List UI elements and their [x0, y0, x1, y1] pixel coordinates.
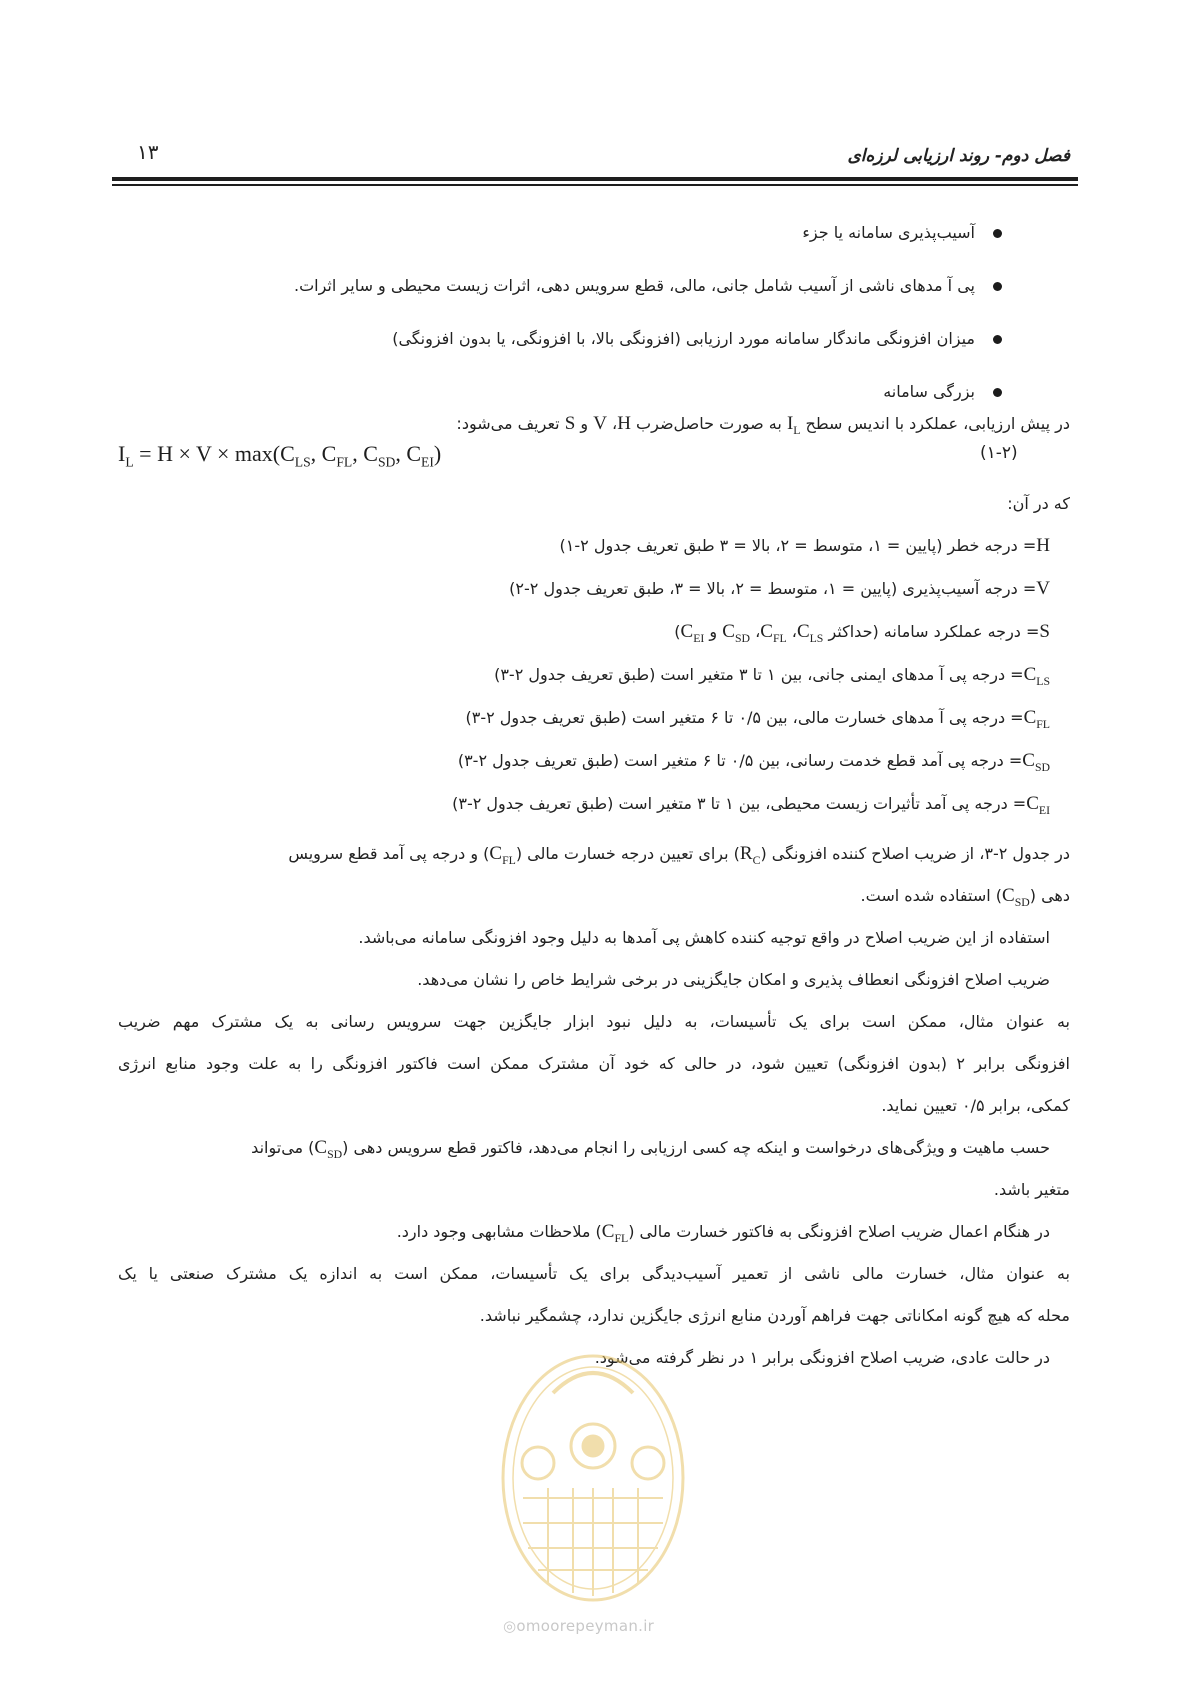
- bullet-dot: [993, 282, 1002, 291]
- def-cls: $C_{LS}=$ درجه پی آ مدهای ایمنی جانی، بین ۱ تا ۳ متغیر است (طبق تعریف جدول ۲-۳): [494, 664, 1050, 688]
- paragraph-line: در هنگام اعمال ضریب اصلاح افزونگی به فاکتور خسارت مالی $(C_{FL})$ ملاحظات مشابهی وجود دارد.: [396, 1221, 1050, 1245]
- bullet-item: بزرگی سامانه: [883, 382, 975, 401]
- symbol-s: S: [564, 413, 576, 434]
- header-rule-thin: [112, 184, 1078, 186]
- intro-text-a: در پیش ارزیابی، عملکرد با اندیس سطح: [805, 414, 1070, 433]
- def-h: H= درجه خطر (پایین = ۱، متوسط = ۲، بالا = ۳ طبق تعریف جدول ۲-۱): [559, 535, 1050, 556]
- equation-number: (۱-۲): [980, 443, 1018, 463]
- intro-line: در پیش ارزیابی، عملکرد با اندیس سطح $I_L$ به صورت حاصل‌ضرب H، V و S تعریف می‌شود:: [456, 413, 1070, 437]
- paragraph-line: دهی $(C_{SD})$ استفاده شده است.: [860, 885, 1070, 909]
- watermark-url: ◎omoorepeyman.ir: [503, 1617, 655, 1635]
- paragraph-line: کمکی، برابر ۰/۵ تعیین نماید.: [881, 1096, 1070, 1115]
- header-rule-thick: [112, 177, 1078, 181]
- symbol-v: V: [593, 413, 607, 434]
- def-cei: $C_{EI}=$ درجه پی آمد تأثیرات زیست محیطی، بین ۱ تا ۳ متغیر است (طبق تعریف جدول ۲-۳): [452, 793, 1050, 817]
- def-cfl: $C_{FL}=$ درجه پی آ مدهای خسارت مالی، بین ۰/۵ تا ۶ متغیر است (طبق تعریف جدول ۲-۳): [465, 707, 1050, 731]
- page-number: ۱۳: [137, 140, 159, 164]
- bullet-item: آسیب‌پذیری سامانه یا جزء: [802, 223, 975, 242]
- bullet-item: پی آ مدهای ناشی از آسیب شامل جانی، مالی، قطع سرویس دهی، اثرات زیست محیطی و سایر اثرات.: [294, 276, 975, 295]
- watermark-logo: [493, 1338, 693, 1608]
- where-label: که در آن:: [1007, 494, 1070, 513]
- intro-text-b: به صورت حاصل‌ضرب: [636, 414, 782, 433]
- paragraph-line: متغیر باشد.: [993, 1180, 1070, 1199]
- chapter-title: فصل دوم- روند ارزیابی لرزه‌ای: [847, 146, 1070, 166]
- def-s: S= درجه عملکرد سامانه (حداکثر $C_{LS}،$ $C_{FL}،$ $C_{SD}$ و $C_{EI}$): [674, 621, 1050, 645]
- paragraph-line: افزونگی برابر ۲ (بدون افزونگی) تعیین شود، در حالی که خود آن مشترک ممکن است فاکتور افزونگی را به علت وجود منابع انرژی: [118, 1054, 1071, 1073]
- symbol-il: $I_L$: [786, 413, 801, 437]
- paragraph-line: به عنوان مثال، خسارت مالی ناشی از تعمیر آسیب‌دیدگی برای یک تأسیسات، ممکن است به اندازه یک مشترک صنعتی یا یک: [118, 1264, 1070, 1283]
- symbol-h: H: [617, 413, 631, 434]
- formula-il: $I_L = H \times V \times \max(C_{LS}$, $C_{FL}$, $C_{SD}$, $C_{EI}$): [118, 441, 442, 470]
- paragraph-line: استفاده از این ضریب اصلاح در واقع توجیه کننده کاهش پی آمدها به دلیل وجود افزونگی سامانه می‌باشد.: [358, 928, 1050, 947]
- paragraph-line: به عنوان مثال، ممکن است برای یک تأسیسات، به دلیل نبود ابزار جایگزین جهت سرویس رسانی به یک مشترک مهم ضریب: [118, 1012, 1070, 1031]
- paragraph-line: محله که هیچ گونه امکاناتی جهت فراهم آوردن منابع انرژی جایگزین ندارد، چشمگیر نباشد.: [479, 1306, 1070, 1325]
- intro-text-c: تعریف می‌شود:: [456, 414, 560, 433]
- bullet-item: میزان افزونگی ماندگار سامانه مورد ارزیابی (افزونگی بالا، با افزونگی، یا بدون افزونگی): [392, 329, 975, 348]
- paragraph-line: ضریب اصلاح افزونگی انعطاف پذیری و امکان جایگزینی در برخی شرایط خاص را نشان می‌دهد.: [417, 970, 1050, 989]
- paragraph-line: در جدول ۲-۳، از ضریب اصلاح کننده افزونگی $(R_C)$ برای تعیین درجه خسارت مالی $(C_{FL})$ و درجه پی آمد قطع سرویس: [288, 843, 1070, 867]
- def-v: V= درجه آسیب‌پذیری (پایین = ۱، متوسط = ۲، بالا = ۳، طبق تعریف جدول ۲-۲): [509, 578, 1050, 599]
- bullet-dot: [993, 388, 1002, 397]
- bullet-dot: [993, 229, 1002, 238]
- def-csd: $C_{SD}=$ درجه پی آمد قطع خدمت رسانی، بین ۰/۵ تا ۶ متغیر است (طبق تعریف جدول ۲-۳): [457, 750, 1050, 774]
- paragraph-line: حسب ماهیت و ویژگی‌های درخواست و اینکه چه کسی ارزیابی را انجام می‌دهد، فاکتور قطع سرویس دهی $(C_{SD})$ می‌تواند: [251, 1137, 1050, 1161]
- paragraph-line: در حالت عادی، ضریب اصلاح افزونگی برابر ۱ در نظر گرفته می‌شود.: [594, 1348, 1050, 1367]
- bullet-dot: [993, 335, 1002, 344]
